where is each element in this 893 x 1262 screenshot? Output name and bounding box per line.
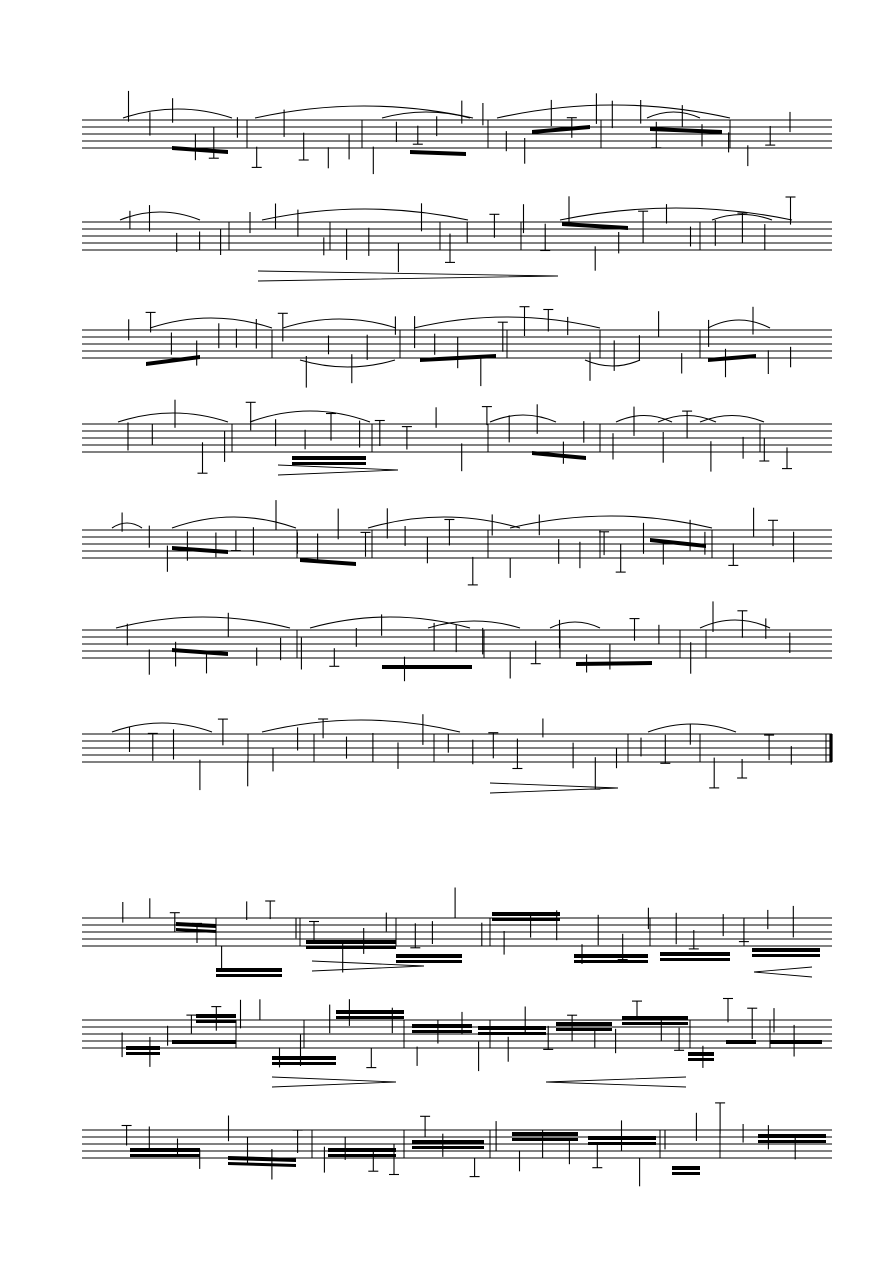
slur xyxy=(118,413,228,422)
system-6 xyxy=(82,601,832,681)
slur xyxy=(560,208,792,220)
beam xyxy=(492,912,560,916)
slur xyxy=(150,318,272,328)
slur xyxy=(116,617,290,628)
staff-lines xyxy=(82,222,832,250)
beam xyxy=(336,1010,404,1014)
beam xyxy=(650,538,706,548)
notes-group xyxy=(122,500,794,585)
beam xyxy=(382,665,472,669)
slur xyxy=(172,517,296,528)
beam xyxy=(588,1136,656,1140)
beam xyxy=(660,952,730,956)
system-2 xyxy=(82,196,832,281)
beam xyxy=(688,1058,714,1061)
beam xyxy=(172,648,228,656)
beam xyxy=(292,456,366,460)
slur xyxy=(490,415,556,422)
beam xyxy=(272,1062,336,1065)
beam xyxy=(672,1172,700,1175)
slur xyxy=(310,617,470,628)
beam xyxy=(412,1024,472,1028)
beam xyxy=(396,954,462,958)
beam xyxy=(272,1056,336,1060)
beam xyxy=(196,1020,236,1023)
beam xyxy=(512,1132,578,1136)
slur xyxy=(112,723,212,732)
system-7 xyxy=(82,714,832,793)
beam xyxy=(574,960,648,963)
system-10 xyxy=(82,1103,832,1186)
slur xyxy=(700,620,770,628)
beam xyxy=(492,918,560,921)
beam xyxy=(688,1052,714,1056)
staff-lines xyxy=(82,734,832,762)
slur xyxy=(510,516,712,528)
staff-lines xyxy=(82,330,832,358)
beam xyxy=(532,125,590,134)
beam xyxy=(306,946,396,949)
beam xyxy=(228,1162,296,1167)
slur xyxy=(112,523,142,528)
beam xyxy=(228,1156,296,1162)
hairpin-crescendo xyxy=(546,1077,686,1087)
staff-lines xyxy=(82,530,832,558)
beam xyxy=(146,355,200,366)
slur xyxy=(585,360,640,366)
hairpin-diminuendo xyxy=(258,271,558,281)
beam xyxy=(758,1134,826,1138)
notes-group xyxy=(128,400,792,474)
hairpin-diminuendo xyxy=(490,783,618,793)
beam xyxy=(126,1046,160,1050)
system-1 xyxy=(82,91,832,174)
beam xyxy=(758,1140,826,1143)
beam xyxy=(300,558,356,566)
notes-group xyxy=(130,714,792,790)
beam xyxy=(126,1052,160,1055)
beam xyxy=(512,1138,578,1141)
beam xyxy=(306,940,396,944)
beam xyxy=(216,968,282,972)
beam xyxy=(328,1148,396,1152)
staff-lines xyxy=(82,424,832,452)
beam xyxy=(770,1040,822,1044)
slur xyxy=(283,319,396,328)
hairpin-crescendo xyxy=(754,967,812,977)
slur xyxy=(647,112,700,118)
slur xyxy=(550,622,600,628)
notes-group xyxy=(130,196,796,272)
beam xyxy=(412,1030,472,1033)
hairpin-diminuendo xyxy=(272,1077,396,1087)
beam xyxy=(588,1142,656,1145)
staff-lines xyxy=(82,918,832,946)
beam xyxy=(478,1026,546,1030)
beam xyxy=(172,546,228,554)
beam xyxy=(410,150,466,156)
slur xyxy=(708,320,770,328)
beam xyxy=(708,354,756,362)
beam xyxy=(172,146,228,154)
beam xyxy=(752,954,820,957)
slur xyxy=(123,109,232,118)
system-5 xyxy=(82,500,832,585)
beam xyxy=(130,1154,200,1157)
slur xyxy=(648,724,736,732)
notes-group xyxy=(127,601,790,681)
beam xyxy=(726,1040,756,1044)
slur xyxy=(262,209,468,220)
slur xyxy=(262,720,460,732)
beam xyxy=(412,1140,484,1144)
beam xyxy=(196,1014,236,1018)
beam xyxy=(478,1032,546,1035)
beam xyxy=(672,1166,700,1170)
beam xyxy=(556,1028,612,1031)
beam xyxy=(412,1146,484,1149)
slur xyxy=(300,360,395,367)
beam xyxy=(292,462,366,465)
system-4 xyxy=(82,400,832,475)
slur xyxy=(382,112,470,118)
staff-lines xyxy=(82,630,832,658)
slur xyxy=(250,411,370,422)
beam xyxy=(556,1022,612,1026)
beam xyxy=(622,1022,688,1025)
slur xyxy=(616,416,672,423)
beam xyxy=(172,1040,236,1044)
beam xyxy=(396,960,462,963)
beam xyxy=(650,127,722,134)
beam xyxy=(336,1016,404,1019)
staff-lines xyxy=(82,120,832,148)
system-8 xyxy=(82,888,832,978)
beam xyxy=(622,1016,688,1020)
slur xyxy=(255,106,473,118)
beam xyxy=(752,948,820,952)
beam xyxy=(660,958,730,961)
beam xyxy=(574,954,648,958)
beam xyxy=(130,1148,200,1152)
slur xyxy=(368,517,520,528)
system-3 xyxy=(82,307,832,388)
beam xyxy=(576,661,652,666)
slur xyxy=(700,416,764,423)
hairpin-diminuendo xyxy=(278,465,398,475)
system-9 xyxy=(82,999,832,1088)
beam xyxy=(216,974,282,977)
beam xyxy=(328,1154,396,1157)
slur xyxy=(120,212,200,220)
